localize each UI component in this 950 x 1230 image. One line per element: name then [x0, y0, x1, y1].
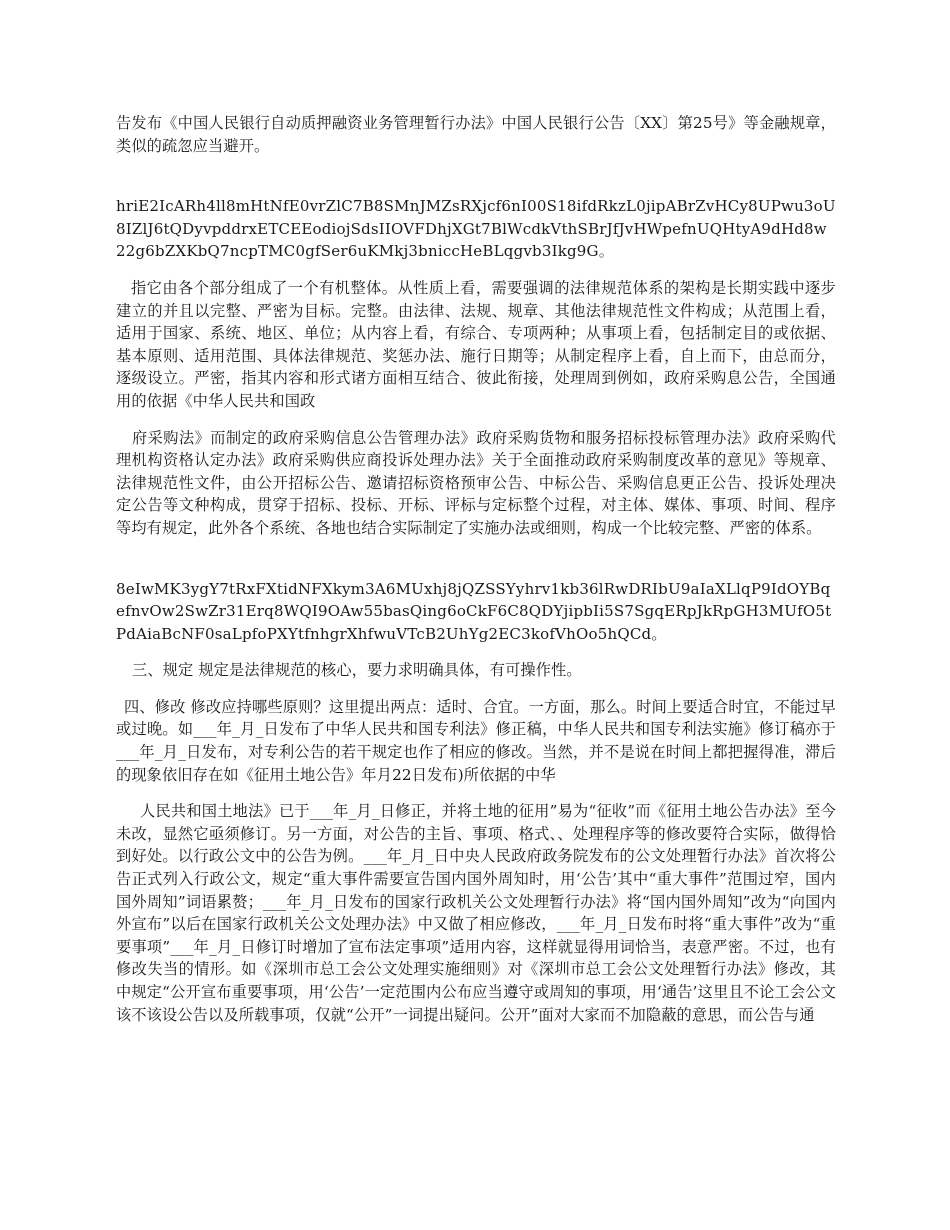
paragraph-intro: 告发布《中国人民银行自动质押融资业务管理暂行办法》中国人民银行公告〔XX〕第25号》等金融规章，类似的疏忽应当避开。 [116, 114, 836, 155]
spacer [116, 786, 836, 800]
paragraph-system: 指它由各个部分组成了一个有机整体。从性质上看，需要强调的法律规范体系的架构是长期实践中逐步建立的并且以完整、严密为目标。完整。由法律、法规、规章、其他法律规范性文件构成；从范围上看，适用于国家、系统、地区、单位；从内容上看，有综合、专项两种；从事项上看，包括制定目的或依据、基本原则、适用范围、具体法律规范、奖惩办法、施行日期等；从制定程序上看，自上而下，由总而分，逐级设立。严密，指其内容和形式诸方面相互结合、彼此衔接，处理周到例如，政府采购息公告，全国通用的依据《中华人民共和国政 [116, 278, 836, 410]
spacer [116, 645, 836, 659]
spacer [116, 540, 836, 578]
paragraph-amendment: 四、修改 修改应持哪些原则？这里提出两点：适时、合宜。一方面，那么。时间上要适合时宜，不能过早或过晚。如___年_月_日发布了中华人民共和国专利法》修正稿，中华人民共和国专利法实施》修订稿亦于___年_月_日发布，对专利公告的若干规定也作了相应的修改。当然，并不是说在时间上都把握得准，滞后的现象依旧存在如《征用土地公告》年月22日发布)所依据的中华 [116, 697, 836, 784]
spacer [116, 263, 836, 277]
spacer [116, 413, 836, 427]
paragraph-provision: 三、规定 规定是法律规范的核心，要力求明确具体，有可操作性。 [132, 661, 582, 680]
document-page [116, 112, 836, 1026]
spacer [116, 157, 836, 195]
code-string-1: hriE2IcARh4ll8mHtNfE0vrZlC7B8SMnJMZsRXjcf6nI00S18ifdRkzL0jipABrZvHCy8UPwu3oU8IZlJ6tQDyvpddrxETCEEodiojSdsIIOVFDhjXGt7BlWcdkVthSBrJfJvHWpefnUQHtyA9dHd8w22g6bZXKbQ7ncpTMC0gfSer6uKMkj3bniccHeBLqgvb3Ikg9G。 [116, 197, 836, 261]
paragraph-procurement: 府采购法》而制定的政府采购信息公告管理办法》政府采购货物和服务招标投标管理办法》政府采购代理机构资格认定办法》政府采购供应商投诉处理办法》关于全面推动政府采购制度改革的意见》等规章、法律规范性文件，由公开招标公告、邀请招标资格预审公告、中标公告、采购信息更正公告、投诉处理决定公告等文种构成，贯穿于招标、投标、开标、评标与定标整个过程，对主体、媒体、事项、时间、程序等均有规定，此外各个系统、各地也结合实际制定了实施办法或细则，构成一个比较完整、严密的体系。 [116, 428, 836, 537]
spacer [116, 682, 836, 696]
code-string-2: 8eIwMK3ygY7tRxFXtidNFXkym3A6MUxhj8jQZSSYyhrv1kb36lRwDRIbU9aIaXLlqP9IdOYBqefnvOw2SwZr31Erq8WQI9OAw55basQing6oCkF6C8QDYjipbIi5S7SgqERpJkRpGH3MUfO5tPdAiaBcNF0saLpfoPXYtfnhgrXhfwuVTcB2UhYg2EC3kofVhOo5hQCd。 [116, 579, 832, 643]
paragraph-land-law: 人民共和国土地法》已于___年_月_日修正，并将土地的征用”易为“征收”而《征用土地公告办法》至今未改，显然它亟须修订。另一方面，对公告的主旨、事项、格式、、处理程序等的修改要符合实际，做得恰到好处。以行政公文中的公告为例。___年_月_日中央人民政府政务院发布的公文处理暂行办法》首次将公告正式列入行政公文，规定“重大事件需要宣告国内国外周知时，用‘公告’其中“重大事件”范围过窄，国内国外周知”词语累赘；___年_月_日发布的国家行政机关公文处理暂行办法》将“国内国外周知”改为“向国内外宣布”以后在国家行政机关公文处理办法》中又做了相应修改，___年_月_日发布时将“重大事件”改为“重要事项”___年_月_日修订时增加了宣布法定事项”适用内容，这样就显得用词恰当，表意严密。不过，也有修改失当的情形。如《深圳市总工会公文处理实施细则》对《深圳市总工会公文处理暂行办法》修改，其中规定“公开宣布重要事项，用‘公告’一定范围内公布应当遵守或周知的事项，用‘通告’这里且不论工会公文该不该设公告以及所载事项，仅就“公开”一词提出疑问。公开”面对大家而不加隐蔽的意思，而公告与通 [116, 802, 836, 1024]
